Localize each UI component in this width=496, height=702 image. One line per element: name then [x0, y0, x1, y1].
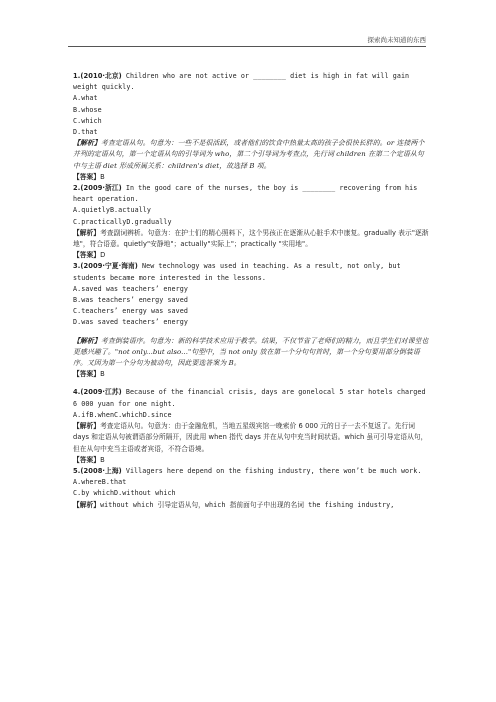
page-header	[68, 36, 426, 47]
header-text: 探索尚未知道的东西	[367, 36, 426, 44]
question-1-option-c: C.which	[73, 116, 102, 125]
question-2-option-ab: A.quietlyB.actually	[73, 206, 152, 215]
question-1-analysis: 【解析】考查定语从句。句意为：一些不是很活跃，或者他们的饮食中热量太高的孩子会很快长胖的。or 连接两个并列的定语从句，第一个定语从句的引导词为 who，第二个引导词为考查点，先行词 children 在第二个定语从句中与主语 diet 形成所属关系：children's diet，故选择 B 项。	[73, 139, 425, 170]
question-1-answer: 【答案】B	[73, 172, 105, 181]
question-3-answer: 【答案】B	[73, 370, 105, 379]
question-3-option-c: C.teachers’ energy was saved	[73, 307, 188, 316]
question-1	[73, 71, 429, 183]
question-2	[73, 183, 429, 261]
question-2-analysis: 【解析】考查副词辨析。句意为：在护士们的精心照料下，这个男孩正在逐渐从心脏手术中康复。gradually 表示"逐渐地"，符合语意。quietly"安静地"；actually"实际上"；practically "实用地"。	[73, 228, 429, 249]
question-5-option-cd: C.by whichD.without which	[73, 489, 176, 498]
question-4	[73, 387, 429, 465]
question-5-stem: 5.(2008·上海) Villagers here depend on the fishing industry, there won’t be much work.	[73, 466, 422, 475]
question-1-option-b: B.whose	[73, 105, 102, 114]
question-4-answer: 【答案】B	[73, 455, 105, 464]
question-2-answer: 【答案】D	[73, 251, 106, 260]
question-4-options: A.ifB.whenC.whichD.since	[73, 410, 172, 419]
question-4-analysis: 【解析】考查定语从句。句意为：由于金融危机，当地五星级宾馆一晚索价 6 000 元的日子一去不复返了。先行词 days 和定语从句被谓语部分所隔开，因此用 when 指代 days 并在从句中充当时间状语。which 虽可引导定语从句，但在从句中充当主语或者宾语，不符合语境。	[73, 422, 428, 453]
question-1-stem: 1.(2010·北京) Children who are not active or ________ diet is high in fat will gain weight quickly.	[73, 72, 410, 92]
question-3-stem: 3.(2009·宁夏·海南) New technology was used in teaching. As a result, not only, but students became more interested in the lessons.	[73, 262, 401, 282]
question-1-option-d: D.that	[73, 128, 98, 137]
question-list	[73, 71, 429, 511]
question-2-stem: 2.(2009·浙江) In the good care of the nurses, the boy is ________ recovering from his heart operation.	[73, 184, 418, 204]
question-5-analysis: 【解析】without which 引导定语从句，which 指前面句子中出现的名词 the fishing industry,	[73, 500, 395, 509]
question-2-option-cd: C.practicallyD.gradually	[73, 217, 172, 226]
question-5-option-ab: A.whereB.that	[73, 478, 127, 487]
question-1-option-a: A.what	[73, 94, 98, 103]
question-5	[73, 466, 429, 511]
question-3-option-b: B.was teachers’ energy saved	[73, 296, 188, 305]
question-3-option-a: A.saved was teachers’ energy	[73, 284, 188, 293]
question-3-analysis: 【解析】考查倒装语序。句意为：新的科学技术应用于教学。结果，不仅节省了老师们的精力，而且学生们对课堂也更感兴趣了。"not only...but also..."句型中，当 not only 放在第一个分句句首时，第一个分句要用部分倒装语序。又因为第一个分句为被动句，因此要选答案为 B。	[73, 336, 429, 368]
question-4-stem: 4.(2009·江苏) Because of the financial crisis, days are gonelocal 5 star hotels charged 6 000 yuan for one night.	[73, 388, 426, 408]
question-3-option-d: D.was saved teachers’ energy	[73, 318, 188, 327]
question-3	[73, 261, 429, 380]
